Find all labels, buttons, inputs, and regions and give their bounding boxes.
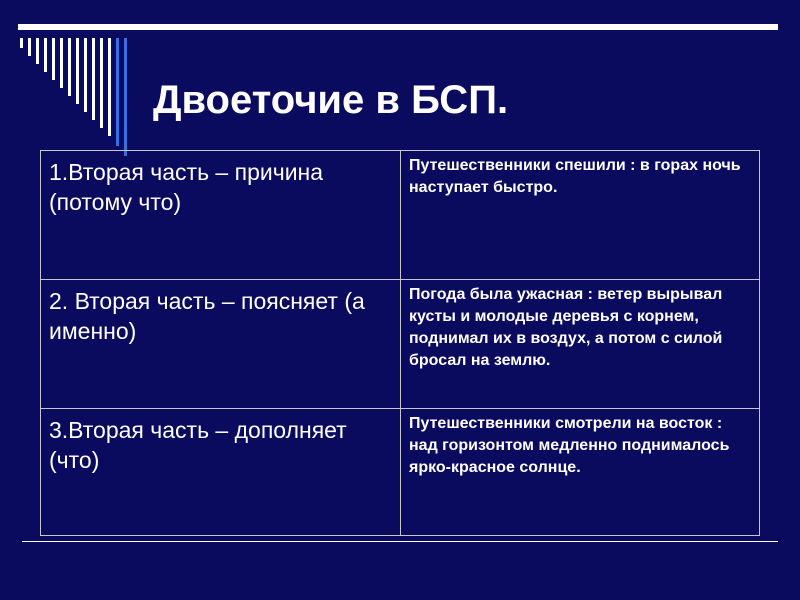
table-row (41, 151, 759, 279)
stripe (108, 38, 111, 136)
top-divider-line (18, 24, 778, 30)
stripe (92, 38, 95, 120)
rules-table (40, 150, 760, 536)
stripe (44, 38, 47, 72)
stripe (100, 38, 103, 128)
table-row (41, 280, 759, 408)
case-cell: 2. Вторая часть – поясняет (а именно) (41, 280, 401, 408)
stripe (116, 38, 119, 146)
case-cell: 3.Вторая часть – дополняет (что) (41, 409, 401, 535)
stripe (60, 38, 63, 88)
stripe (28, 38, 31, 56)
stripe (124, 38, 127, 156)
example-cell: Путешественники смотрели на восток : над горизонтом медленно поднималось ярко-красное солнце. (409, 415, 730, 476)
stripe (52, 38, 55, 80)
table-row (41, 409, 759, 535)
stripe (76, 38, 79, 104)
bottom-divider-line (22, 541, 778, 542)
slide-title: Двоеточие в БСП. (153, 78, 509, 122)
example-cell: Путешественники спешили : в горах ночь наступает быстро. (409, 157, 741, 196)
case-cell: 1.Вторая часть – причина (потому что) (41, 151, 401, 279)
vertical-stripes-decoration (20, 38, 135, 158)
stripe (20, 38, 23, 48)
stripe (84, 38, 87, 112)
stripe (68, 38, 71, 96)
stripe (36, 38, 39, 64)
example-cell: Погода была ужасная : ветер вырывал кусты и молодые деревья с корнем, поднимал их в воздух, а потом с силой бросал на землю. (409, 286, 723, 369)
